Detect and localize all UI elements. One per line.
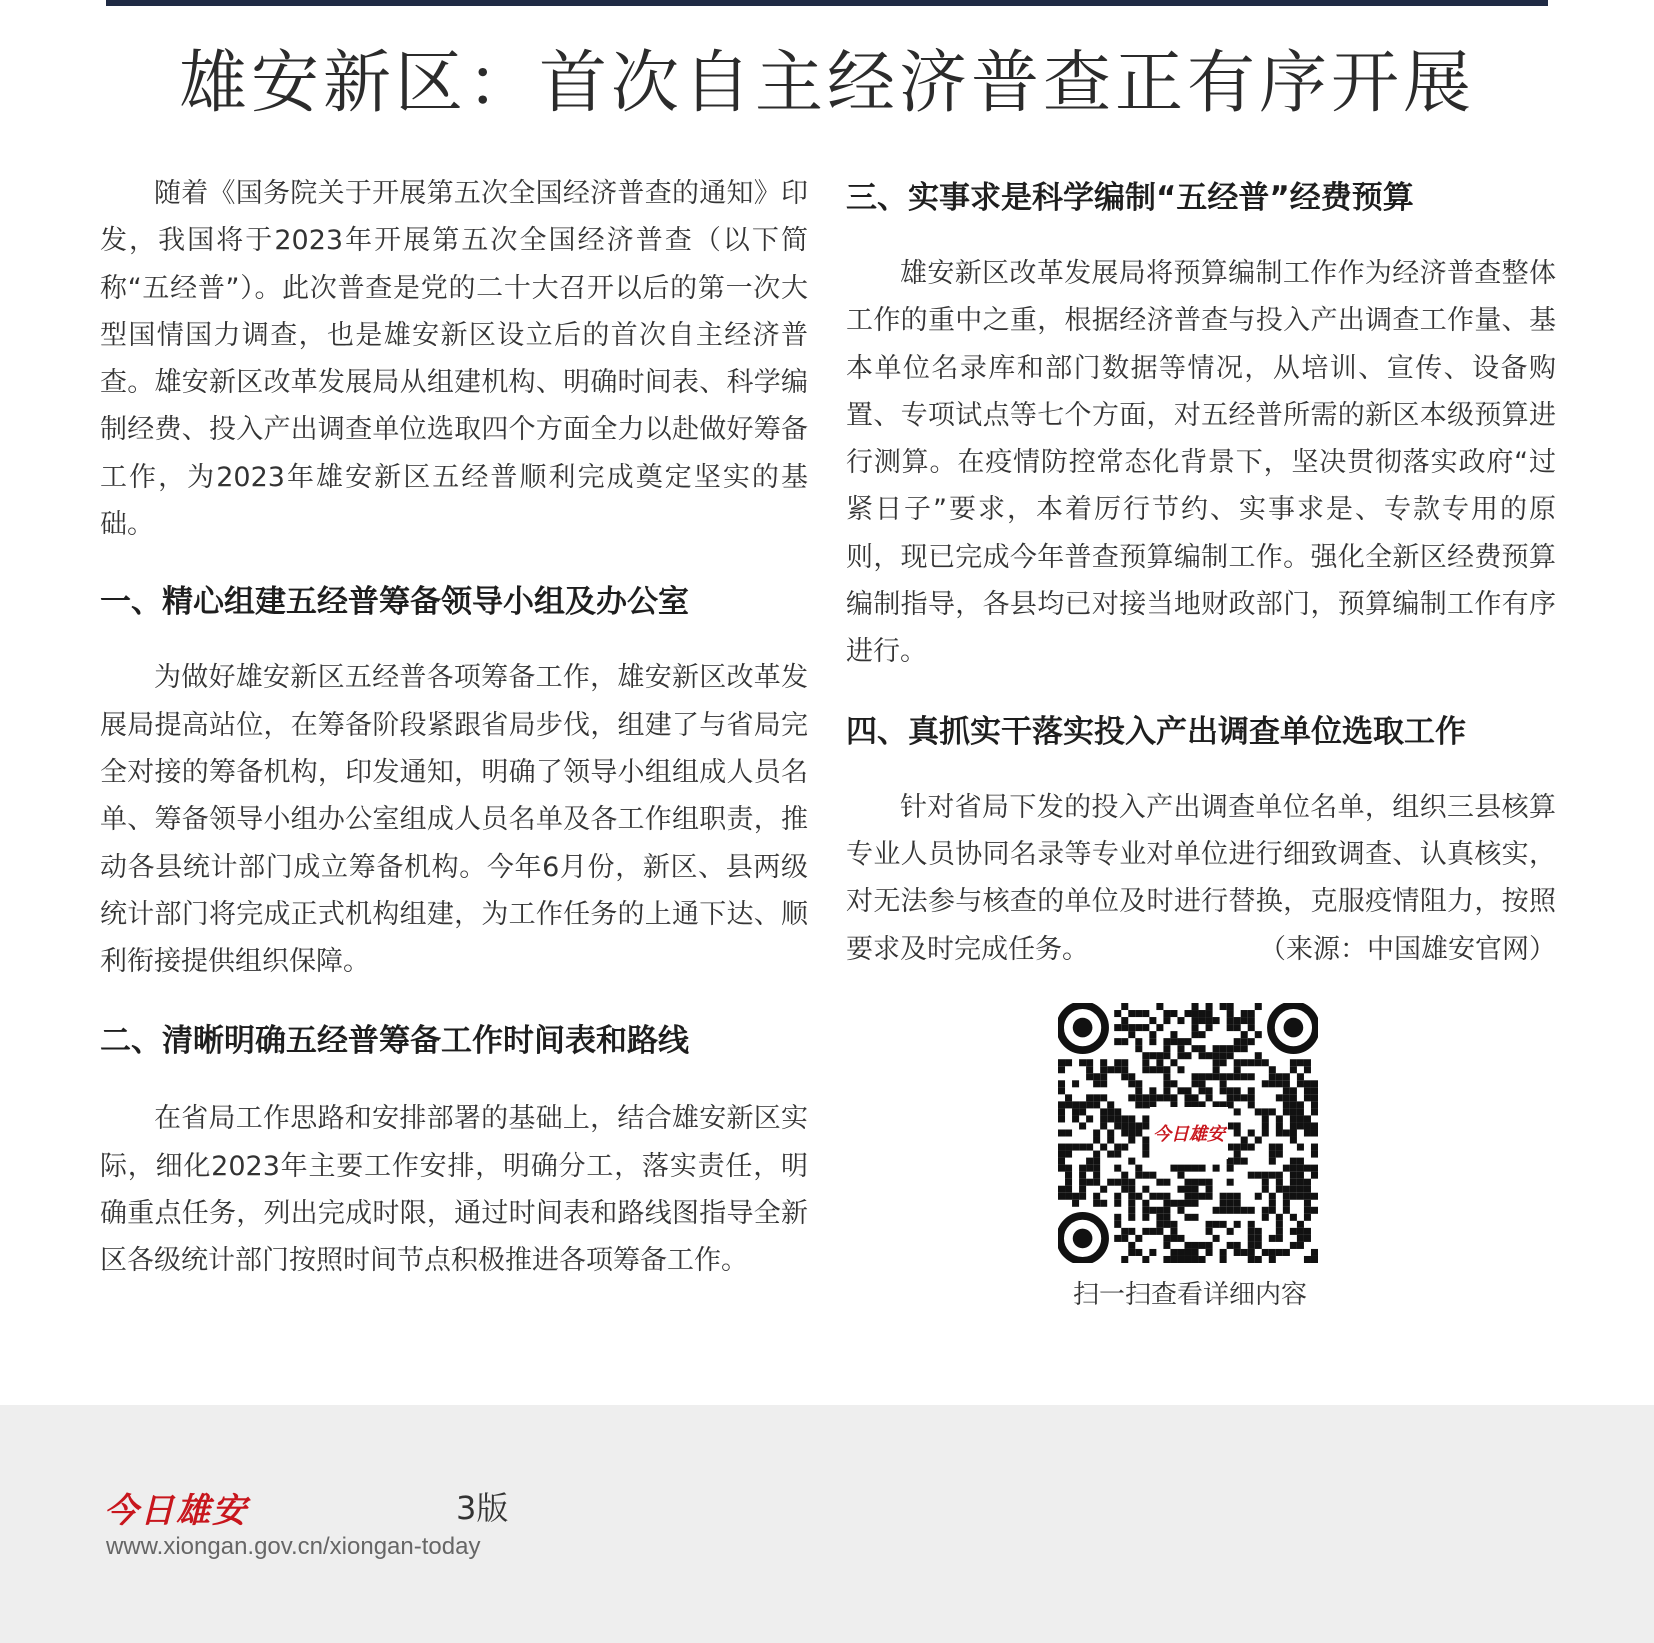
section-body-4 bbox=[846, 784, 1556, 973]
section-body-4-text: 针对省局下发的投入产出调查单位名单，组织三县核算专业人员协同名录等专业对单位进行细致调查、认真核实，对无法参与核查的单位及时进行替换，克服疫情阻力，按照要求及时完成任务。 bbox=[846, 791, 1556, 965]
section-heading-3: 三、实事求是科学编制“五经普”经费预算 bbox=[846, 180, 1414, 216]
article-column-right bbox=[846, 170, 1556, 973]
section-heading-1: 一、精心组建五经普筹备领导小组及办公室 bbox=[100, 584, 689, 621]
article-title: 雄安新区：首次自主经济普查正有序开展 bbox=[178, 44, 1475, 123]
section-body-2: 在省局工作思路和安排部署的基础上，结合雄安新区实际，细化2023年主要工作安排，明确分工，落实责任，明确重点任务，列出完成时限，通过时间表和路线图指导全新区各级统计部门按照时间节点积极推进各项筹备工作。 bbox=[100, 1103, 808, 1277]
article-source: （来源：中国雄安官网） bbox=[1259, 933, 1556, 965]
qr-caption: 扫一扫查看详细内容 bbox=[1072, 1280, 1307, 1310]
page-number: 3版 bbox=[456, 1489, 509, 1527]
footer bbox=[0, 1405, 1654, 1643]
article-intro: 随着《国务院关于开展第五次全国经济普查的通知》印发，我国将于2023年开展第五次全国经济普查（以下简称“五经普”）。此次普查是党的二十大召开以后的第一次大型国情国力调查，也是雄安新区设立后的首次自主经济普查。雄安新区改革发展局从组建机构、明确时间表、科学编制经费、投入产出调查单位选取四个方面全力以赴做好筹备工作，为2023年雄安新区五经普顺利完成奠定坚实的基础。 bbox=[100, 178, 808, 541]
header-top-bar bbox=[106, 0, 1548, 6]
section-heading-4: 四、真抓实干落实投入产出调查单位选取工作 bbox=[846, 713, 1466, 750]
section-body-3: 雄安新区改革发展局将预算编制工作作为经济普查整体工作的重中之重，根据经济普查与投入产出调查工作量、基本单位名录库和部门数据等情况，从培训、宣传、设备购置、专项试点等七个方面，对五经普所需的新区本级预算进行测算。在疫情防控常态化背景下，坚决贯彻落实政府“过紧日子”要求，本着厉行节约、实事求是、专款专用的原则，现已完成今年普查预算编制工作。强化全新区经费预算编制指导，各县均已对接当地财政部门，预算编制工作有序进行。 bbox=[846, 258, 1556, 668]
footer-logo: 今日雄安 bbox=[104, 1491, 248, 1531]
article-column-left bbox=[100, 170, 808, 1285]
footer-url[interactable]: www.xiongan.gov.cn/xiongan-today bbox=[106, 1533, 481, 1560]
qr-code[interactable] bbox=[1058, 1003, 1318, 1263]
section-heading-2: 二、清晰明确五经普筹备工作时间表和路线 bbox=[100, 1023, 689, 1060]
section-body-1: 为做好雄安新区五经普各项筹备工作，雄安新区改革发展局提高站位，在筹备阶段紧跟省局步伐，组建了与省局完全对接的筹备机构，印发通知，明确了领导小组组成人员名单、筹备领导小组办公室组成人员名单及各工作组职责，推动各县统计部门成立筹备机构。今年6月份，新区、县两级统计部门将完成正式机构组建，为工作任务的上通下达、顺利衔接提供组织保障。 bbox=[100, 662, 808, 978]
qr-logo: 今日雄安 bbox=[1150, 1107, 1228, 1159]
